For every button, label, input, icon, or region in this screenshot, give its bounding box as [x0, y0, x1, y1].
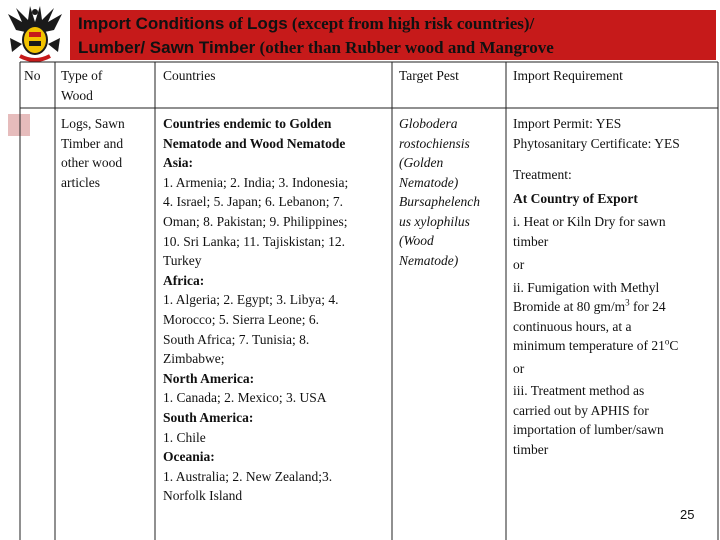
cell-type-of-wood [61, 114, 125, 192]
type-line: Logs, Sawn [61, 116, 125, 131]
at-country-of-export: At Country of Export [513, 190, 638, 206]
asia-line: 10. Sri Lanka; 11. Tajiskistan; 12. [163, 233, 346, 249]
header-target-pest: Target Pest [399, 68, 459, 83]
oceania-line: 1. Australia; 2. New Zealand;3. [163, 468, 333, 484]
region-asia-label: Asia: [163, 155, 193, 171]
type-line: articles [61, 174, 100, 190]
header-no: No [24, 68, 41, 83]
option-aphis: carried out by APHIS for [513, 402, 649, 418]
treatment-label: Treatment: [513, 167, 572, 182]
countries-intro: Countries endemic to Golden [163, 116, 332, 131]
or-separator: or [513, 257, 525, 272]
north-america-line: 1. Canada; 2. Mexico; 3. USA [163, 390, 327, 406]
title-text-e: Lumber/ Sawn Timber [78, 38, 256, 57]
option-aphis: timber [513, 441, 549, 457]
header-type [61, 66, 102, 105]
pest-line: Bursaphelench [399, 194, 480, 209]
region-oceania-label: Oceania: [163, 449, 215, 465]
title-bar [70, 10, 716, 60]
africa-line: Zimbabwe; [163, 351, 225, 367]
region-north-america-label: North America: [163, 370, 255, 386]
option-fumigation [513, 297, 680, 317]
superscript: 3 [625, 297, 630, 308]
asia-line: Turkey [163, 253, 202, 269]
option-aphis: importation of lumber/sawn [513, 422, 664, 437]
decorative-mark [8, 114, 30, 136]
option-heat-kiln: timber [513, 233, 549, 249]
fumigation-text: minimum temperature of 21 [513, 338, 665, 353]
coat-of-arms-icon [2, 4, 68, 66]
title-line-2 [78, 38, 554, 58]
title-text-d: (except from high risk countries)/ [287, 14, 535, 33]
title-text-f: (other than Rubber wood and Mangrove [255, 38, 554, 57]
africa-line: 1. Algeria; 2. Egypt; 3. Libya; 4. [163, 292, 339, 308]
type-line: other wood [61, 155, 123, 170]
header-type-line1: Type of [61, 68, 103, 83]
south-america-line: 1. Chile [163, 429, 206, 445]
header-countries: Countries [163, 68, 216, 83]
cell-import-requirement [513, 114, 680, 459]
pest-line: rostochiensis [399, 135, 470, 151]
title-text-c: Logs [247, 14, 288, 33]
option-fumigation: ii. Fumigation with Methyl [513, 279, 660, 295]
option-fumigation [513, 336, 680, 356]
asia-line: Oman; 8. Pakistan; 9. Philippines; [163, 213, 348, 229]
region-south-america-label: South America: [163, 409, 254, 425]
pest-line: us xylophilus [399, 213, 470, 229]
degree-sign: o [664, 336, 670, 347]
page-number: 25 [680, 507, 695, 522]
region-africa-label: Africa: [163, 272, 205, 288]
fumigation-text: C [669, 338, 679, 353]
option-heat-kiln: i. Heat or Kiln Dry for sawn [513, 214, 666, 229]
oceania-line: Norfolk Island [163, 488, 243, 504]
option-aphis: iii. Treatment method as [513, 383, 645, 398]
fumigation-text: for 24 [629, 299, 666, 314]
phyto-certificate: Phytosanitary Certificate: YES [513, 135, 680, 151]
africa-line: Morocco; 5. Sierra Leone; 6. [163, 311, 319, 327]
countries-intro: Nematode and Wood Nematode [163, 135, 346, 151]
title-text-b: of [224, 14, 248, 33]
header-import-requirement: Import Requirement [513, 68, 623, 83]
asia-line: 4. Israel; 5. Japan; 6. Lebanon; 7. [163, 194, 343, 210]
pest-line: Nematode) [399, 174, 459, 190]
cell-countries [163, 114, 348, 506]
or-separator: or [513, 360, 525, 376]
pest-line: (Golden [399, 155, 444, 170]
pest-line: (Wood [399, 233, 434, 248]
type-line: Timber and [61, 135, 124, 151]
pest-line: Globodera [399, 116, 458, 131]
title-text-a: Import Conditions [78, 14, 225, 33]
option-fumigation: continuous hours, at a [513, 318, 632, 334]
import-permit: Import Permit: YES [513, 116, 622, 131]
cell-target-pest [399, 114, 480, 270]
pest-line: Nematode) [399, 252, 459, 268]
header-type-line2: Wood [61, 87, 93, 103]
africa-line: South Africa; 7. Tunisia; 8. [163, 331, 310, 347]
fumigation-text: Bromide at 80 gm/m [513, 299, 626, 314]
title-line-1 [78, 14, 534, 34]
asia-line: 1. Armenia; 2. India; 3. Indonesia; [163, 174, 349, 190]
